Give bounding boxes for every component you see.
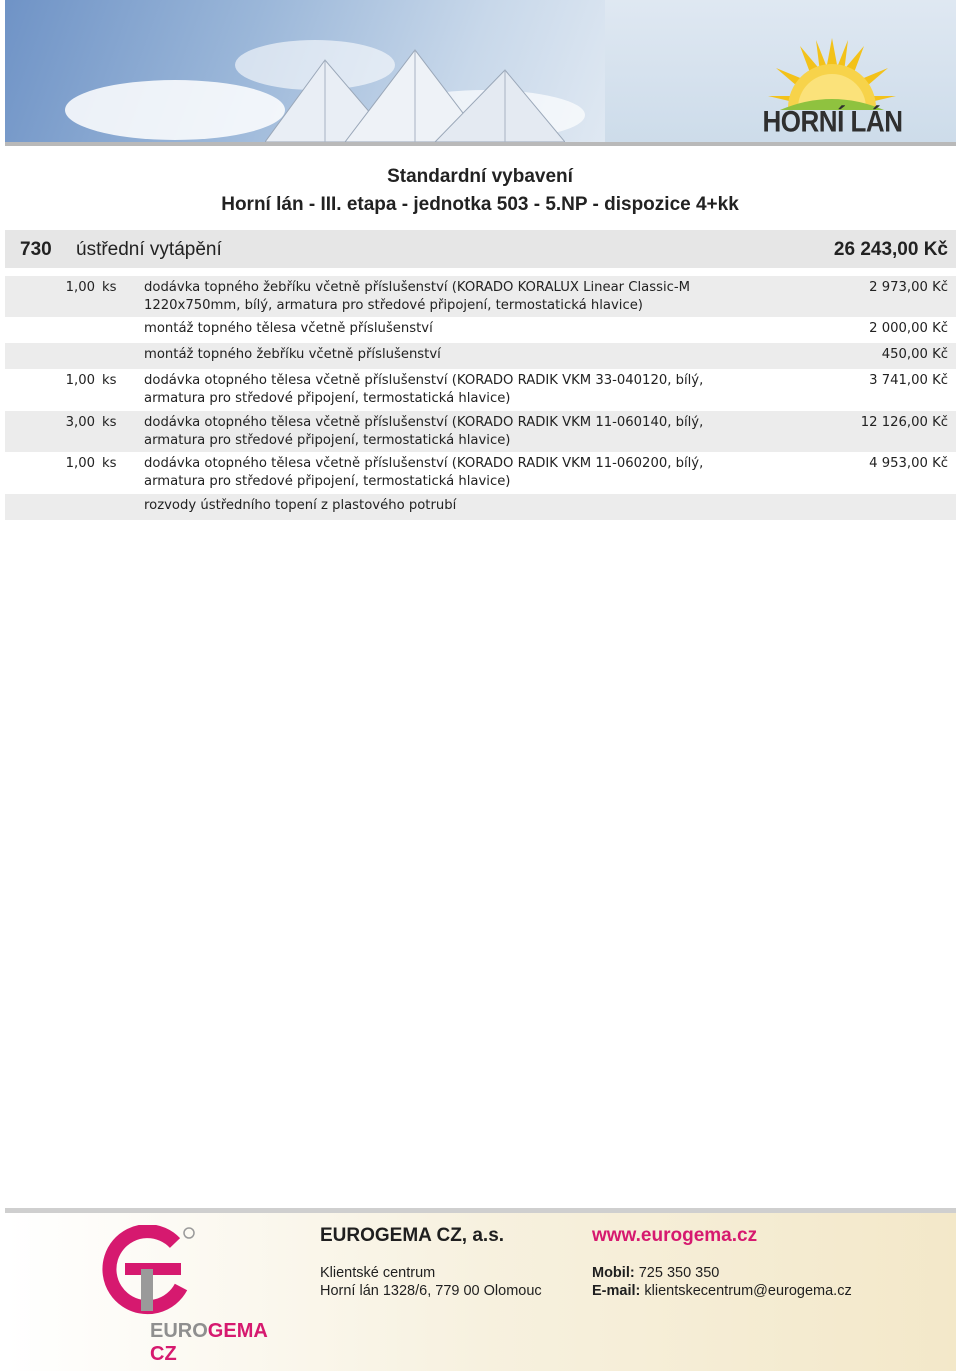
description-cell <box>144 320 784 338</box>
section-name: ústřední vytápění <box>76 239 222 260</box>
roof-structure-graphic <box>265 40 565 142</box>
logo-text-gray: EURO <box>150 1320 208 1342</box>
section-code: 730 <box>20 239 52 260</box>
description-line: 1220x750mm, bílý, armatura pro středové připojení, termostatická hlavice) <box>144 298 643 313</box>
description-line: dodávka topného žebříku včetně příslušenství (KORADO KORALUX Linear Classic-M <box>144 280 691 295</box>
cloud <box>65 80 285 140</box>
logo-text-magenta: GEMA CZ <box>150 1320 268 1365</box>
description-cell <box>144 279 784 315</box>
unit-cell: ks <box>102 373 117 388</box>
description-line: armatura pro středové připojení, termostatická hlavice) <box>144 474 511 489</box>
page-subtitle: Horní lán - III. etapa - jednotka 503 - 5.NP - dispozice 4+kk <box>221 194 739 215</box>
price-cell: 12 126,00 Kč <box>860 415 948 430</box>
table-row <box>5 494 956 520</box>
price-cell: 450,00 Kč <box>881 347 948 362</box>
qty-cell: 1,00 <box>65 456 95 471</box>
mobile-number[interactable]: 725 350 350 <box>638 1265 720 1281</box>
table-row <box>5 369 956 411</box>
footer <box>5 1213 956 1371</box>
price-cell: 3 741,00 Kč <box>869 373 948 388</box>
eurogema-logo-text <box>150 1320 267 1366</box>
email-line <box>592 1283 852 1299</box>
eurogema-mark-icon <box>85 1225 205 1315</box>
table-row <box>5 452 956 494</box>
description-cell <box>144 372 784 408</box>
email-address[interactable]: klientskecentrum@eurogema.cz <box>644 1283 852 1299</box>
description-line: dodávka otopného tělesa včetně příslušenství (KORADO RADIK VKM 11-060200, bílý, <box>144 456 704 471</box>
price-cell: 2 973,00 Kč <box>869 280 948 295</box>
price-cell: 4 953,00 Kč <box>869 456 948 471</box>
website-link[interactable]: www.eurogema.cz <box>592 1225 758 1246</box>
unit-cell: ks <box>102 456 117 471</box>
header-divider <box>5 142 956 146</box>
page-title: Standardní vybavení <box>387 166 573 187</box>
table-row <box>5 317 956 343</box>
unit-cell: ks <box>102 280 117 295</box>
header-banner <box>5 0 956 142</box>
description-cell <box>144 497 784 515</box>
unit-cell: ks <box>102 415 117 430</box>
mobile-label: Mobil: <box>592 1265 635 1281</box>
section-header <box>5 230 956 268</box>
items-table <box>5 276 956 520</box>
qty-cell: 3,00 <box>65 415 95 430</box>
section-total: 26 243,00 Kč <box>833 239 948 260</box>
description-cell <box>144 455 784 491</box>
table-row <box>5 411 956 452</box>
description-line: dodávka otopného tělesa včetně příslušenství (KORADO RADIK VKM 11-060140, bílý, <box>144 415 704 430</box>
company-name: EUROGEMA CZ, a.s. <box>320 1225 505 1246</box>
description-cell <box>144 346 784 364</box>
description-line: montáž topného tělesa včetně příslušenství <box>144 321 433 336</box>
email-label: E-mail: <box>592 1283 641 1299</box>
description-cell <box>144 414 784 450</box>
mobile-line <box>592 1265 719 1281</box>
qty-cell: 1,00 <box>65 373 95 388</box>
center-label: Klientské centrum <box>320 1265 436 1281</box>
horni-lan-logo <box>760 30 905 139</box>
description-line: dodávka otopného tělesa včetně příslušenství (KORADO RADIK VKM 33-040120, bílý, <box>144 373 704 388</box>
description-line: armatura pro středové připojení, termostatická hlavice) <box>144 391 511 406</box>
qty-cell: 1,00 <box>65 280 95 295</box>
sun-icon <box>760 30 905 110</box>
description-line: armatura pro středové připojení, termostatická hlavice) <box>144 433 511 448</box>
table-row <box>5 343 956 369</box>
price-cell: 2 000,00 Kč <box>869 321 948 336</box>
description-line: montáž topného žebříku včetně příslušenství <box>144 347 441 362</box>
address: Horní lán 1328/6, 779 00 Olomouc <box>320 1283 542 1299</box>
table-row <box>5 276 956 317</box>
description-line: rozvody ústředního topení z plastového potrubí <box>144 498 457 513</box>
eurogema-logo <box>75 1225 268 1365</box>
logo-text: HORNÍ LÁN <box>762 103 903 139</box>
